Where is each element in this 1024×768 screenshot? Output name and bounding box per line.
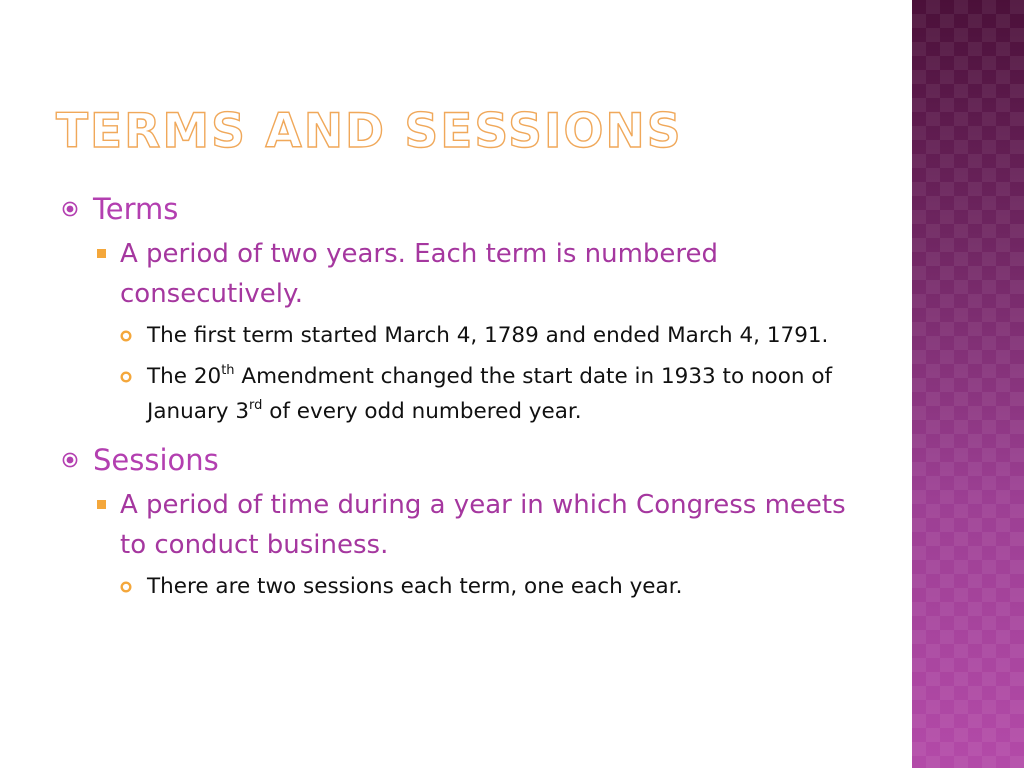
subbullet-session-definition <box>97 485 862 565</box>
first-term-text: The first term started March 4, 1789 and ended March 4, 1791. <box>147 323 829 348</box>
bullet-terms <box>62 190 862 228</box>
slide-body <box>62 190 862 610</box>
bullet-sessions-label: Sessions <box>93 443 219 477</box>
amendment-text-part3: of every odd numbered year. <box>262 399 582 424</box>
decorative-side-band <box>912 0 1024 768</box>
bullet-terms-label: Terms <box>93 192 179 226</box>
ring-bullet-icon <box>120 371 132 383</box>
session-definition-text: A period of time during a year in which Congress meets to conduct business. <box>120 490 846 560</box>
term-definition-text: A period of two years. Each term is numbered consecutively. <box>120 239 719 309</box>
two-sessions-text: There are two sessions each term, one each year. <box>147 574 683 599</box>
ring-bullet-icon <box>120 581 132 593</box>
square-bullet-icon <box>97 249 106 258</box>
square-bullet-icon <box>97 500 106 509</box>
bullet-sessions <box>62 441 862 479</box>
detail-first-term <box>120 318 862 353</box>
amendment-text-part1: The 20 <box>147 364 222 389</box>
detail-20th-amendment <box>120 359 862 429</box>
superscript-rd: rd <box>249 397 263 413</box>
detail-two-sessions <box>120 569 862 604</box>
target-bullet-icon <box>62 452 78 468</box>
target-bullet-icon <box>62 201 78 217</box>
ring-bullet-icon <box>120 330 132 342</box>
amendment-text-part2: Amendment changed the start date in 1933 to noon of January 3 <box>147 364 833 424</box>
slide-title: TERMS AND SESSIONS <box>56 104 683 159</box>
superscript-th: th <box>221 362 235 378</box>
subbullet-term-definition <box>97 234 862 314</box>
